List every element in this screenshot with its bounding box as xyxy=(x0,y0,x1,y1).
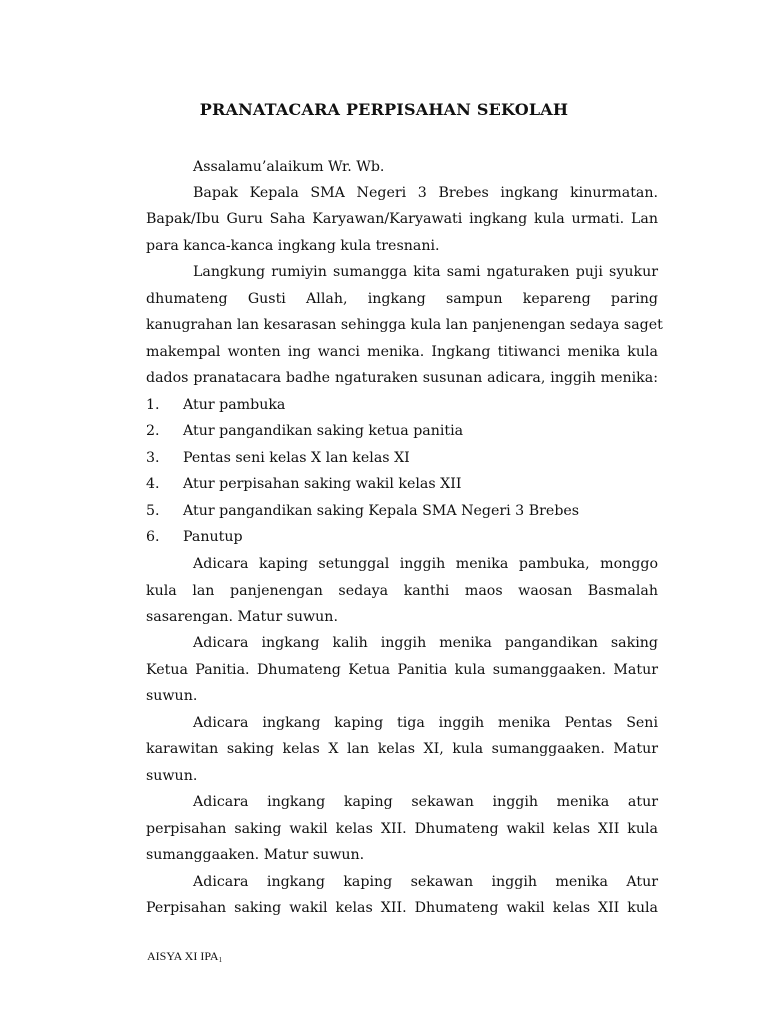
paragraph-line: suwun. xyxy=(146,688,198,704)
list-item: Panutup xyxy=(183,529,243,545)
list-item-number: 2. xyxy=(146,423,160,439)
paragraph-line: Perpisahan saking wakil kelas XII. Dhumateng wakil kelas XII kula xyxy=(146,900,658,916)
page-footer xyxy=(147,948,222,968)
paragraph-line: kula lan panjenengan sedaya kanthi maos waosan Basmalah xyxy=(146,583,658,599)
footer-subscript: 1 xyxy=(218,956,223,964)
list-item-number: 3. xyxy=(146,450,160,466)
paragraph-line: sasarengan. Matur suwun. xyxy=(146,609,338,625)
list-item-number: 6. xyxy=(146,529,160,545)
paragraph-line: Ketua Panitia. Dhumateng Ketua Panitia kula sumanggaaken. Matur xyxy=(146,662,658,678)
document-title: PRANATACARA PERPISAHAN SEKOLAH xyxy=(199,100,569,119)
list-item-number: 4. xyxy=(146,476,160,492)
paragraph-line: Adicara kaping setunggal inggih menika pambuka, monggo xyxy=(193,556,658,572)
list-item: Atur perpisahan saking wakil kelas XII xyxy=(183,476,462,492)
greeting-line: Assalamu’alaikum Wr. Wb. xyxy=(193,159,385,175)
paragraph-line: perpisahan saking wakil kelas XII. Dhumateng wakil kelas XII kula xyxy=(146,821,658,837)
paragraph-line: dados pranatacara badhe ngaturaken susunan adicara, inggih menika: xyxy=(146,370,658,386)
paragraph-line: Langkung rumiyin sumangga kita sami ngaturaken puji syukur xyxy=(193,264,658,280)
paragraph-line: Adicara ingkang kaping tiga inggih menika Pentas Seni xyxy=(193,715,658,731)
paragraph-line: karawitan saking kelas X lan kelas XI, kula sumanggaaken. Matur xyxy=(146,741,658,757)
list-item: Atur pangandikan saking Kepala SMA Negeri 3 Brebes xyxy=(183,503,580,519)
paragraph-line: sumanggaaken. Matur suwun. xyxy=(146,847,365,863)
paragraph-line: dhumateng Gusti Allah, ingkang sampun kepareng paring xyxy=(146,291,658,307)
paragraph-line: Bapak/Ibu Guru Saha Karyawan/Karyawati ingkang kula urmati. Lan xyxy=(146,211,658,227)
paragraph-line: Adicara ingkang kaping sekawan inggih menika atur xyxy=(193,794,658,810)
list-item-number: 1. xyxy=(146,397,160,413)
paragraph-line: Adicara ingkang kaping sekawan inggih menika Atur xyxy=(193,874,658,890)
list-item: Atur pangandikan saking ketua panitia xyxy=(183,423,464,439)
list-item: Atur pambuka xyxy=(183,397,286,413)
list-item: Pentas seni kelas X lan kelas XI xyxy=(183,450,410,466)
footer-author: AISYA XI IPA xyxy=(147,949,219,963)
paragraph-line: para kanca-kanca ingkang kula tresnani. xyxy=(146,238,440,254)
paragraph-line: makempal wonten ing wanci menika. Ingkang titiwanci menika kula xyxy=(146,344,658,360)
paragraph-line: Bapak Kepala SMA Negeri 3 Brebes ingkang kinurmatan. xyxy=(193,185,658,201)
paragraph-line: kanugrahan lan kesarasan sehingga kula lan panjenengan sedaya saget xyxy=(146,317,663,333)
paragraph-line: Adicara ingkang kalih inggih menika pangandikan saking xyxy=(193,635,658,651)
list-item-number: 5. xyxy=(146,503,160,519)
paragraph-line: suwun. xyxy=(146,768,198,784)
